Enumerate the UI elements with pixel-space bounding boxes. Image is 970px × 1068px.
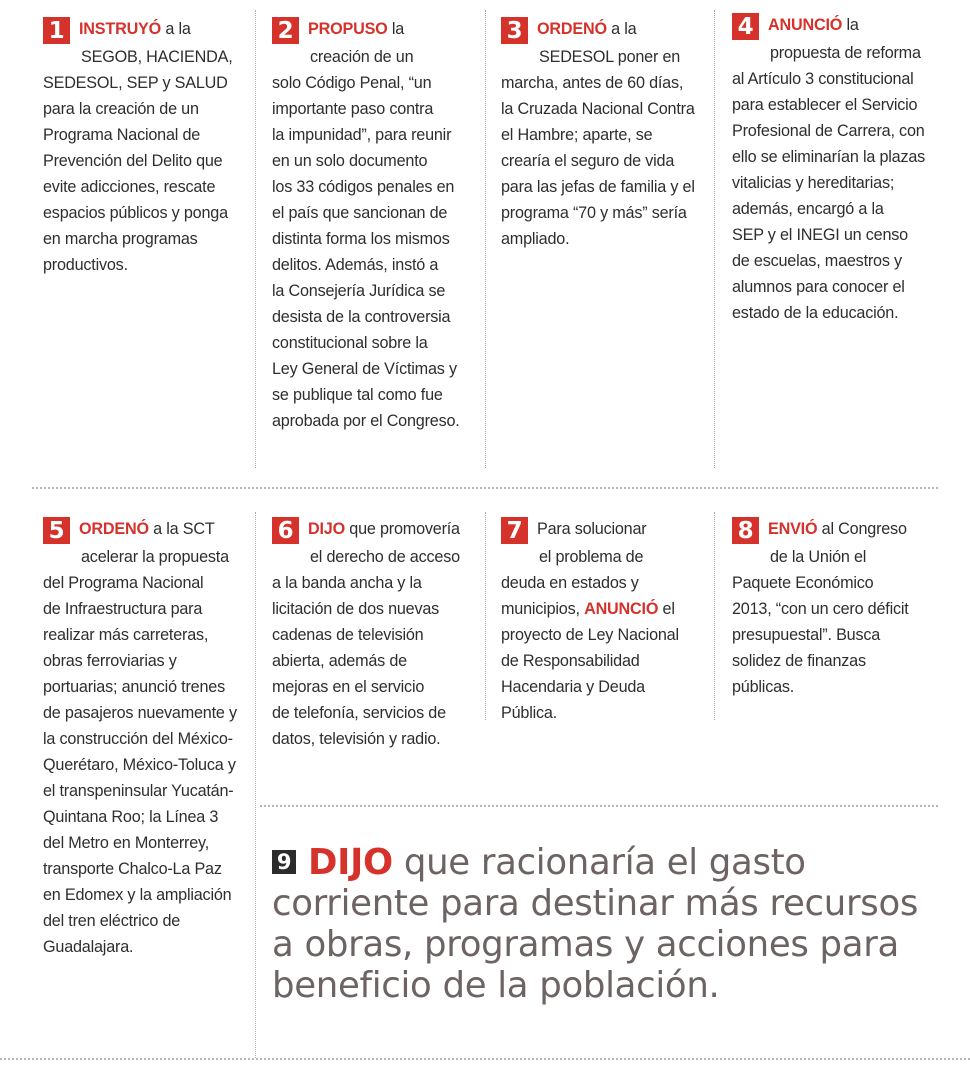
item-line-text: Querétaro, México-Toluca y [43,756,236,774]
action-verb: ANUNCIÓ [584,600,659,618]
item-line-text: para la creación de un [43,100,199,118]
item-line-text: Hacendaria y Deuda [501,678,645,696]
highlight-top-divider [260,805,938,807]
item-line [272,700,477,726]
item-line [43,596,248,622]
item-line-text: del tren eléctrico de [43,912,181,930]
number-badge: 3 [501,17,528,44]
item-line-text: alumnos para conocer el [732,278,905,296]
item-line-text: importante paso contra [272,100,434,118]
item-5 [43,516,248,960]
item-line [501,648,706,674]
item-line [43,674,248,700]
item-line [501,44,706,70]
item-line-text: el problema de [539,548,644,566]
column-divider [255,512,256,1058]
item-line-text: Para solucionar [537,520,647,538]
item-line-text: al Congreso [817,520,907,538]
item-line-text: Prevención del Delito que [43,152,223,170]
item-line [732,570,962,596]
item-line [732,596,962,622]
item-line-text: la [387,20,405,38]
item-line [501,226,706,252]
item-line-text: espacios públicos y ponga [43,204,228,222]
item-line-text: presupuestal”. Busca [732,626,881,644]
item-line [272,356,477,382]
item-line-text: de telefonía, servicios de [272,704,446,722]
item-line [272,674,477,700]
column-divider [255,10,256,468]
item-line [43,648,248,674]
item-line-text: el transpeninsular Yucatán- [43,782,234,800]
item-line [272,570,477,596]
item-line [272,330,477,356]
item-line [272,44,477,70]
number-badge: 1 [43,17,70,44]
item-line-text: en marcha programas [43,230,198,248]
item-line [501,674,706,700]
item-line-text: ello se eliminarían la plazas [732,148,926,166]
item-line [272,544,477,570]
item-line-text: el [658,600,675,618]
item-line-text: además, encargó a la [732,200,884,218]
item-line-text: la impunidad”, para reunir [272,126,452,144]
item-line-text: de escuelas, maestros y [732,252,902,270]
item-8 [732,516,962,700]
highlight-line [272,842,918,883]
item-line [43,252,248,278]
item-line-text: delitos. Además, instó a [272,256,439,274]
item-line-text: Ley General de Víctimas y [272,360,457,378]
number-badge: 2 [272,17,299,44]
item-line [43,516,248,544]
item-line-text: la Cruzada Nacional Contra [501,100,695,118]
highlight-statement [272,842,918,1006]
item-line [501,16,706,44]
item-line [43,908,248,934]
item-line [732,274,962,300]
item-line [43,778,248,804]
item-line [732,544,962,570]
item-line [501,200,706,226]
item-line-text: de Infraestructura para [43,600,203,618]
item-line-text: Profesional de Carrera, con [732,122,925,140]
item-line [732,248,962,274]
item-line-text: SEP y el INEGI un censo [732,226,908,244]
highlight-verb: DIJO [308,842,393,883]
item-line-text: cadenas de televisión [272,626,424,644]
item-line [272,408,477,434]
item-line [272,726,477,752]
number-badge: 7 [501,517,528,544]
item-line [272,304,477,330]
item-line-text: para las jefas de familia y el [501,178,695,196]
item-line-text: solidez de finanzas [732,652,866,670]
column-divider [714,10,715,468]
item-line [43,934,248,960]
item-line [501,96,706,122]
item-line-text: aprobada por el Congreso. [272,412,460,430]
item-line-text: portuarias; anunció trenes [43,678,225,696]
highlight-line: a obras, programas y acciones para [272,924,899,965]
item-line [43,96,248,122]
item-line [272,622,477,648]
item-line [272,596,477,622]
item-line-text: el país que sancionan de [272,204,448,222]
item-line [272,96,477,122]
item-line [272,516,477,544]
item-line [43,726,248,752]
item-line-text: se publique tal como fue [272,386,443,404]
row-divider [32,487,938,489]
item-line [501,516,706,544]
highlight-line-text: que racionaría el gasto [392,842,806,883]
item-line [272,278,477,304]
item-line-text: al Artículo 3 constitucional [732,70,914,88]
column-divider [485,512,486,720]
item-line-text: para establecer el Servicio [732,96,918,114]
item-line-text: en un solo documento [272,152,428,170]
item-line [272,70,477,96]
item-line-text: SEDESOL, SEP y SALUD [43,74,228,92]
number-badge: 9 [272,850,296,874]
number-badge: 6 [272,517,299,544]
highlight-line: beneficio de la población. [272,965,720,1006]
item-line [732,66,962,92]
item-line [43,226,248,252]
number-badge: 4 [732,13,759,40]
item-line-text: en Edomex y la ampliación [43,886,232,904]
item-3 [501,16,706,252]
item-line [272,252,477,278]
item-6 [272,516,477,752]
item-line-text: deuda en estados y [501,574,639,592]
item-line-text: los 33 códigos penales en [272,178,455,196]
highlight-line: corriente para destinar más recursos [272,883,919,924]
item-line [43,44,248,70]
item-line [732,170,962,196]
item-line-text: 2013, “con un cero déficit [732,600,909,618]
item-line [272,122,477,148]
item-line [43,804,248,830]
item-line-text: distinta forma los mismos [272,230,450,248]
action-verb: DIJO [308,520,345,538]
item-line [732,196,962,222]
item-line [272,226,477,252]
item-line-text: ampliado. [501,230,570,248]
item-line [732,92,962,118]
item-line-text: evite adicciones, rescate [43,178,216,196]
item-line [43,16,248,44]
item-line [732,300,962,326]
item-line-text: constitucional sobre la [272,334,428,352]
item-line-text: de Responsabilidad [501,652,640,670]
item-line-text: marcha, antes de 60 días, [501,74,684,92]
item-line [501,544,706,570]
item-line-text: vitalicias y hereditarias; [732,174,895,192]
item-line-text: licitación de dos nuevas [272,600,440,618]
item-line-text: Paquete Económico [732,574,874,592]
item-line-text: a la banda ancha y la [272,574,422,592]
item-line [501,596,706,622]
item-line-text: a la [606,20,637,38]
item-line-text: municipios, [501,600,585,618]
item-line [272,382,477,408]
item-line [732,222,962,248]
action-verb: ENVIÓ [768,520,818,538]
item-2 [272,16,477,434]
item-line-text: programa “70 y más” sería [501,204,687,222]
action-verb: PROPUSO [308,20,388,38]
item-line [272,148,477,174]
item-line-text: Pública. [501,704,557,722]
item-line-text: a la SCT [148,520,215,538]
item-line [501,622,706,648]
item-line-text: abierta, además de [272,652,407,670]
item-line [732,118,962,144]
item-line-text: propuesta de reforma [770,44,921,62]
item-line [43,830,248,856]
item-line-text: a la [161,20,191,38]
item-line-text: acelerar la propuesta [81,548,229,566]
item-line-text: realizar más carreteras, [43,626,209,644]
item-line [732,516,962,544]
item-line [272,648,477,674]
item-line-text: el Hambre; aparte, se [501,126,653,144]
item-line-text: Guadalajara. [43,938,134,956]
item-line-text: transporte Chalco-La Paz [43,860,222,878]
item-line [43,752,248,778]
item-line-text: públicas. [732,678,795,696]
page-bottom-divider [0,1058,970,1060]
item-line [501,570,706,596]
number-badge: 8 [732,517,759,544]
item-line-text: proyecto de Ley Nacional [501,626,679,644]
item-line-text: solo Código Penal, “un [272,74,432,92]
item-line [732,40,962,66]
item-line-text: de la Unión el [770,548,867,566]
item-line [501,70,706,96]
item-line-text: de pasajeros nuevamente y [43,704,237,722]
item-line [272,16,477,44]
item-7 [501,516,706,726]
item-line-text: la [842,16,859,34]
item-line-text: el derecho de acceso [310,548,460,566]
item-line-text: Quintana Roo; la Línea 3 [43,808,219,826]
item-line [732,674,962,700]
item-line [272,200,477,226]
column-divider [485,10,486,468]
item-line-text: la Consejería Jurídica se [272,282,446,300]
item-line [43,148,248,174]
item-line [732,622,962,648]
item-line [43,544,248,570]
item-line [43,622,248,648]
item-line [732,648,962,674]
item-line [501,700,706,726]
item-line-text: que promovería [344,520,460,538]
item-line-text: Programa Nacional de [43,126,201,144]
action-verb: ORDENÓ [537,20,607,38]
action-verb: ANUNCIÓ [768,16,843,34]
item-line [43,570,248,596]
item-line-text: crearía el seguro de vida [501,152,675,170]
item-line-text: del Metro en Monterrey, [43,834,210,852]
item-line [43,70,248,96]
item-line-text: estado de la educación. [732,304,899,322]
column-divider [714,512,715,720]
item-line [43,882,248,908]
item-line [501,122,706,148]
item-4 [732,12,962,326]
item-line-text: creación de un [310,48,414,66]
item-line [43,200,248,226]
item-line [732,144,962,170]
action-verb: ORDENÓ [79,520,149,538]
item-line [43,122,248,148]
number-badge: 5 [43,517,70,544]
item-line-text: desista de la controversia [272,308,451,326]
item-line-text: mejoras en el servicio [272,678,425,696]
item-line-text: datos, televisión y radio. [272,730,441,748]
action-verb: INSTRUYÓ [79,20,162,38]
item-line-text: la construcción del México- [43,730,233,748]
item-line [43,700,248,726]
item-1 [43,16,248,278]
item-line-text: SEGOB, HACIENDA, [81,48,233,66]
item-line [501,174,706,200]
item-line [501,148,706,174]
item-line [732,12,962,40]
item-line-text: productivos. [43,256,128,274]
item-line-text: del Programa Nacional [43,574,204,592]
item-line [43,174,248,200]
item-line-text: obras ferroviarias y [43,652,177,670]
item-line [43,856,248,882]
item-line [272,174,477,200]
item-line-text: SEDESOL poner en [539,48,681,66]
